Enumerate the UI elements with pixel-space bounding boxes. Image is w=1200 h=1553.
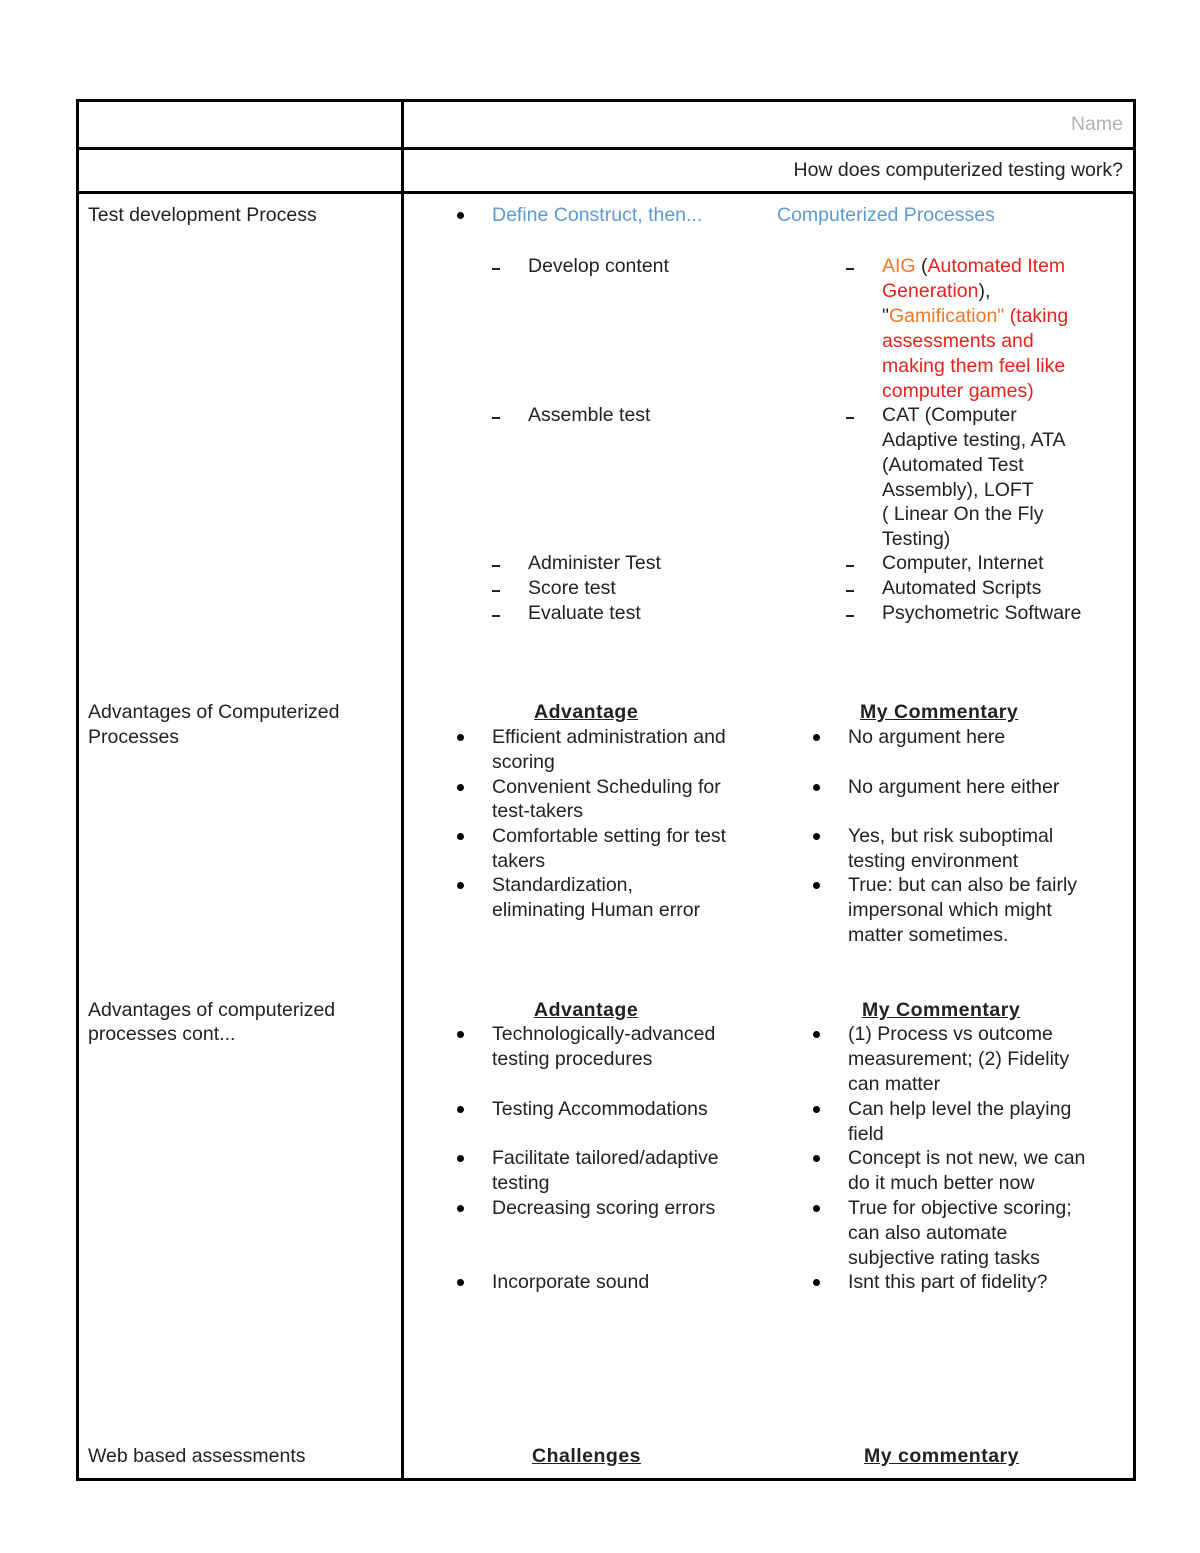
aig-full-2: Generation [882,280,979,302]
commentary-column-header: My commentary [864,1445,1019,1467]
bullet-icon [813,882,820,889]
commentary-item: True for objective scoring; [848,1197,1072,1219]
bullet-icon [457,882,464,889]
step-item: Score test [528,577,616,599]
aig-full: Automated Item [927,255,1066,277]
advantage-item: takers [492,850,546,872]
tool-item: Automated Scripts [882,577,1042,599]
advantage-item: Technologically-advanced [492,1023,716,1045]
step-item: Assemble test [528,404,651,426]
commentary-item: testing environment [848,850,1019,872]
advantage-item: testing procedures [492,1048,653,1070]
aig-line-5: making them feel like [882,355,1066,377]
advantage-item: Convenient Scheduling for [492,776,721,798]
cat-line: Assembly), LOFT [882,479,1034,501]
dash-icon [492,417,500,419]
step-item: Administer Test [528,552,661,574]
cat-line: CAT (Computer [882,404,1017,426]
bullet-icon [457,784,464,791]
advantage-item: testing [492,1172,550,1194]
bullet-icon [813,1279,820,1286]
bullet-icon [457,734,464,741]
step-item: Evaluate test [528,602,641,624]
page-question: How does computerized testing work? [793,159,1123,181]
commentary-column-header: My Commentary [860,701,1019,723]
bullet-icon [813,734,820,741]
aig-abbrev: AIG [882,255,916,277]
gamification-desc: (taking [1004,305,1069,327]
dash-icon [846,590,854,592]
cat-line: Testing) [882,528,951,550]
bullet-icon [813,833,820,840]
row-divider [79,147,1133,150]
commentary-item: do it much better now [848,1172,1035,1194]
advantage-item: Facilitate tailored/adaptive [492,1147,719,1169]
commentary-item: Concept is not new, we can [848,1147,1086,1169]
row-label-advantages-cont: Advantages of computerized [88,999,336,1021]
commentary-item: field [848,1123,884,1145]
dash-icon [492,615,500,617]
advantage-item: eliminating Human error [492,899,701,921]
commentary-item: can matter [848,1073,941,1095]
challenges-column-header: Challenges [532,1445,642,1467]
bullet-icon [813,1106,820,1113]
aig-line-6: computer games) [882,380,1034,402]
commentary-item: No argument here either [848,776,1060,798]
column-divider [401,102,404,1478]
commentary-item: (1) Process vs outcome [848,1023,1053,1045]
row-label-advantages-cont: processes cont... [88,1023,236,1045]
commentary-item: Yes, but risk suboptimal [848,825,1054,847]
bullet-icon [457,1279,464,1286]
row-label-advantages: Processes [88,726,180,748]
bullet-icon [813,784,820,791]
dash-icon [846,565,854,567]
commentary-item: matter sometimes. [848,924,1009,946]
cat-line: Adaptive testing, ATA [882,429,1066,451]
cat-line: ( Linear On the Fly [882,503,1044,525]
advantage-item: Testing Accommodations [492,1098,708,1120]
aig-line-4: assessments and [882,330,1034,352]
computerized-processes-heading: Computerized Processes [777,204,995,226]
paren: ( [915,255,928,277]
advantage-item: Standardization, [492,874,633,896]
advantage-column-header: Advantage [534,999,639,1021]
bullet-icon [457,833,464,840]
name-placeholder[interactable]: Name [1070,113,1123,135]
advantage-item: scoring [492,751,555,773]
advantage-item: Incorporate sound [492,1271,650,1293]
aig-line-2 [882,279,990,304]
advantage-item: Efficient administration and [492,726,726,748]
advantage-item: Comfortable setting for test [492,825,727,847]
quote-mark: " [882,305,889,327]
dash-icon [492,565,500,567]
advantage-column-header: Advantage [534,701,639,723]
commentary-item: impersonal which might [848,899,1052,921]
dash-icon [846,417,854,419]
aig-line-1 [882,254,1065,279]
gamification-term: Gamification" [888,305,1005,327]
bullet-icon [457,212,464,219]
tool-item: Psychometric Software [882,602,1082,624]
dash-icon [846,268,854,270]
dash-icon [492,590,500,592]
dash-icon [846,615,854,617]
commentary-item: subjective rating tasks [848,1247,1040,1269]
row-divider [79,191,1133,194]
row-label-test-development: Test development Process [88,204,317,226]
paren-close: ), [978,280,991,302]
commentary-item: Can help level the playing [848,1098,1072,1120]
dash-icon [492,268,500,270]
commentary-item: measurement; (2) Fidelity [848,1048,1070,1070]
advantage-item: test-takers [492,800,584,822]
bullet-icon [457,1205,464,1212]
bullet-icon [813,1205,820,1212]
aig-line-3 [882,304,1068,329]
commentary-item: True: but can also be fairly [848,874,1078,896]
row-label-advantages: Advantages of Computerized [88,701,340,723]
row-label-web-assessments: Web based assessments [88,1445,306,1467]
commentary-item: No argument here [848,726,1006,748]
commentary-item: can also automate [848,1222,1008,1244]
bullet-icon [813,1031,820,1038]
define-construct-heading: Define Construct, then... [492,204,703,226]
bullet-icon [457,1106,464,1113]
cat-line: (Automated Test [882,454,1024,476]
bullet-icon [813,1155,820,1162]
commentary-column-header: My Commentary [862,999,1021,1021]
bullet-icon [457,1155,464,1162]
step-item: Develop content [528,255,669,277]
tool-item: Computer, Internet [882,552,1044,574]
commentary-item: Isnt this part of fidelity? [848,1271,1048,1293]
advantage-item: Decreasing scoring errors [492,1197,716,1219]
bullet-icon [457,1031,464,1038]
